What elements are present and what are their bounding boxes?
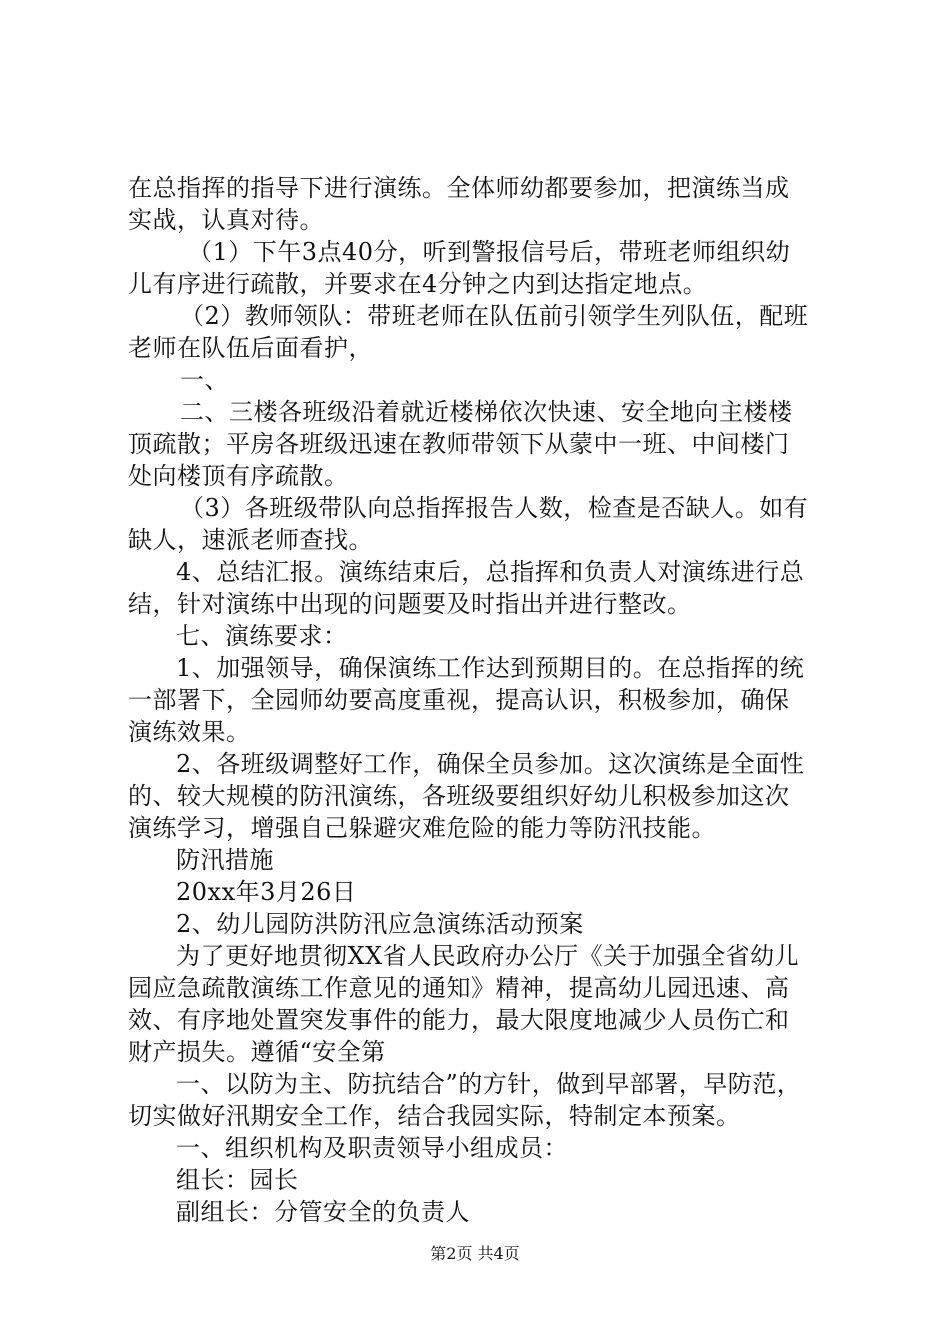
text-line: 财产损失。遵循“安全第 [128, 1038, 386, 1066]
text-line: 结，针对演练中出现的问题要及时指出并进行整改。 [128, 590, 692, 618]
text-line: 缺人，速派老师查找。 [128, 526, 373, 554]
text-line: 2、各班级调整好工作，确保全员参加。这次演练是全面性 [176, 750, 805, 778]
text-line: 为了更好地贯彻XX省人民政府办公厅《关于加强全省幼儿 [176, 942, 800, 970]
text-line: （1）下午3点40分，听到警报信号后，带班老师组织幼 [188, 238, 791, 266]
text-line: 处向楼顶有序疏散。 [128, 462, 349, 490]
text-line: 4、总结汇报。演练结束后，总指挥和负责人对演练进行总 [176, 558, 805, 586]
text-line: 一、 [180, 366, 229, 394]
date-line: 20xx年3月26日 [176, 878, 357, 906]
text-line: 顶疏散；平房各班级迅速在教师带领下从蒙中一班、中间楼门 [128, 430, 790, 458]
text-line: 一部署下，全园师幼要高度重视，提高认识，积极参加，确保 [128, 686, 790, 714]
text-line: （3）各班级带队向总指挥报告人数，检查是否缺人。如有 [180, 494, 809, 522]
text-line: 的、较大规模的防汛演练，各班级要组织好幼儿积极参加这次 [128, 782, 790, 810]
text-line: （2）教师领队：带班老师在队伍前引领学生列队伍，配班 [180, 302, 809, 330]
text-line: 在总指挥的指导下进行演练。全体师幼都要参加，把演练当成 [128, 174, 790, 202]
section-heading: 一、组织机构及职责领导小组成员： [176, 1134, 568, 1162]
section-heading: 2、幼儿园防洪防汛应急演练活动预案 [176, 910, 584, 938]
text-line: 实战，认真对待。 [128, 206, 324, 234]
text-line: 1、加强领导，确保演练工作达到预期目的。在总指挥的统 [176, 654, 805, 682]
text-line: 园应急疏散演练工作意见的通知》精神，提高幼儿园迅速、高 [128, 974, 790, 1002]
section-heading: 七、演练要求： [176, 622, 348, 650]
text-line: 组长：园长 [176, 1166, 299, 1194]
text-line: 一、以防为主、防抗结合”的方针，做到早部署，早防范， [176, 1070, 802, 1098]
text-line: 防汛措施 [176, 846, 274, 874]
text-line: 儿有序进行疏散，并要求在4分钟之内到达指定地点。 [128, 270, 708, 298]
text-line: 副组长：分管安全的负责人 [176, 1198, 470, 1226]
text-line: 二、三楼各班级沿着就近楼梯依次快速、安全地向主楼楼 [180, 398, 793, 426]
text-line: 切实做好汛期安全工作，结合我园实际，特制定本预案。 [128, 1102, 741, 1130]
text-line: 演练学习，增强自己躲避灾难危险的能力等防汛技能。 [128, 814, 716, 842]
document-body [128, 172, 848, 1228]
text-line: 老师在队伍后面看护， [128, 334, 373, 362]
text-line: 效、有序地处置突发事件的能力，最大限度地减少人员伤亡和 [128, 1006, 790, 1034]
text-line: 演练效果。 [128, 718, 251, 746]
page-number-footer: 第2页 共4页 [430, 1244, 520, 1263]
